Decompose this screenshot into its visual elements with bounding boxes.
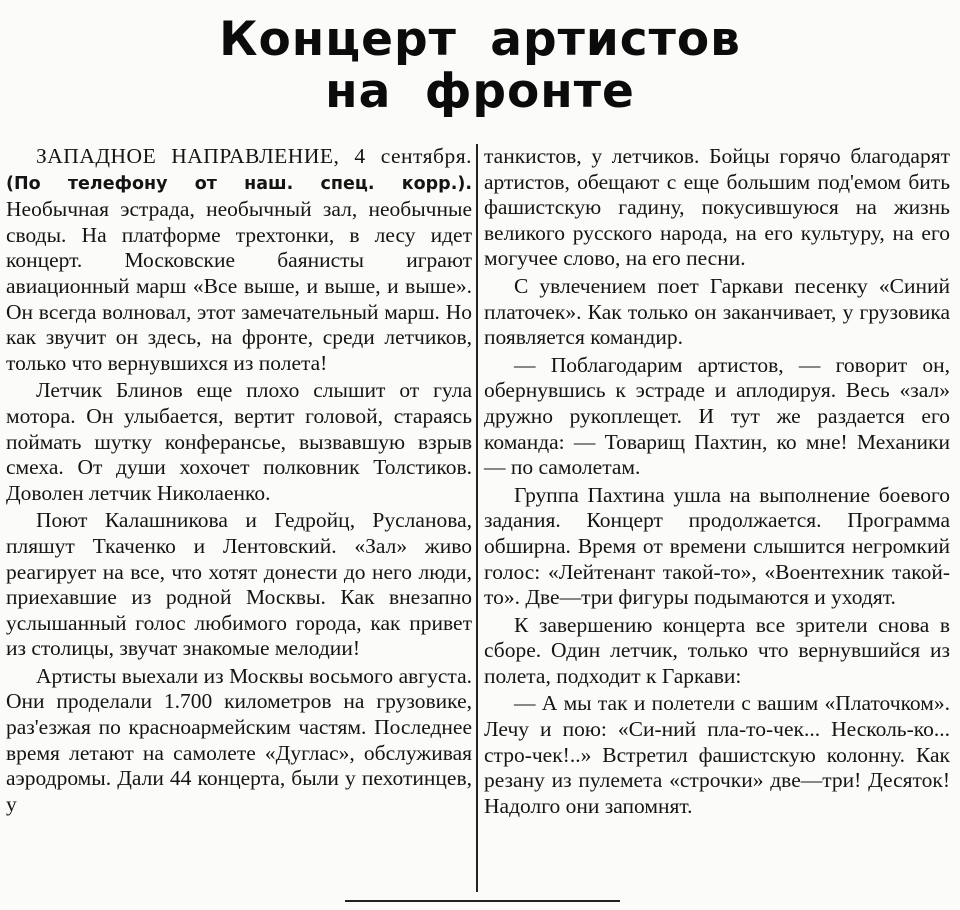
article-column-left [6,144,472,819]
paragraph-8: К завершению концерта все зрители снова в сборе. Один летчик, только что вернувшийся из полета, подходит к Гаркави: [484,612,950,688]
article-column-right [484,144,950,821]
headline-line-1: Концерт артистов [219,12,741,67]
bottom-divider [345,900,620,902]
headline-line-2: на фронте [325,64,635,119]
column-divider [476,144,478,892]
headline [0,14,960,118]
paragraph-3: Поют Калашникова и Гедройц, Русланова, пляшут Ткаченко и Лентовский. «Зал» живо реагирует на все, что хотят донести до него люди, приехавшие из родной Москвы. Как внезапно услышанный голос любимого города, как привет из столицы, звучат знакомые мелодии! [6,508,472,661]
paragraph-1-text: Необычная эстрада, необычный зал, необычные своды. На платформе трехтонки, в лесу идет концерт. Московские баянисты играют авиационный марш «Все выше, и выше, и выше». Он всегда волновал, этот замечательный марш. Но как звучит он здесь, на фронте, среди летчиков, только что вернувшихся из полета! [6,197,472,375]
paragraph-1 [6,144,472,376]
paragraph-6: — Поблагодарим артистов, — говорит он, обернувшись к эстраде и аплодируя. Весь «зал» дружно рукоплещет. И тут же раздается его команда: — Товарищ Пахтин, ко мне! Механики — по самолетам. [484,352,950,480]
paragraph-9: — А мы так и полетели с вашим «Платочком». Лечу и пою: «Си-ний пла-то-чек... Несколь-ко... стро-чек!..» Встретил фашистскую колонну. Как резану из пулемета «строчки» две—три! Десяток! Надолго они запомнят. [484,691,950,818]
paragraph-4-continued: танкистов, у летчиков. Бойцы горячо благодарят артистов, обещают с еще большим под'емом бить фашистскую гадину, покусившуюся на жизнь великого русского народа, на его культуру, на его могучее слово, на его песни. [484,144,950,271]
paragraph-5: С увлечением поет Гаркави песенку «Синий платочек». Как только он заканчивает, у грузовика появляется командир. [484,273,950,350]
dateline: ЗАПАДНОЕ НАПРАВЛЕНИЕ, 4 сентября. [36,144,472,168]
byline: (По телефону от наш. спец. корр.). [6,173,472,194]
paragraph-4: Артисты выехали из Москвы восьмого августа. Они проделали 1.700 километров на грузовике, раз'езжая по красноармейским частям. Последнее время летают на самолете «Дуглас», обслуживая аэродромы. Дали 44 концерта, были у пехотинцев, у [6,663,472,816]
paragraph-2: Летчик Блинов еще плохо слышит от гула мотора. Он улыбается, вертит головой, стараясь поймать шутку конферансье, вызвавшую взрыв смеха. От души хохочет полковник Толстиков. Доволен летчик Николаенко. [6,378,472,505]
paragraph-7: Группа Пахтина ушла на выполнение боевого задания. Концерт продолжается. Программа обширна. Время от времени слышится негромкий голос: «Лейтенант такой-то», «Воентехник такой-то». Две—три фигуры подымаются и уходят. [484,482,950,610]
